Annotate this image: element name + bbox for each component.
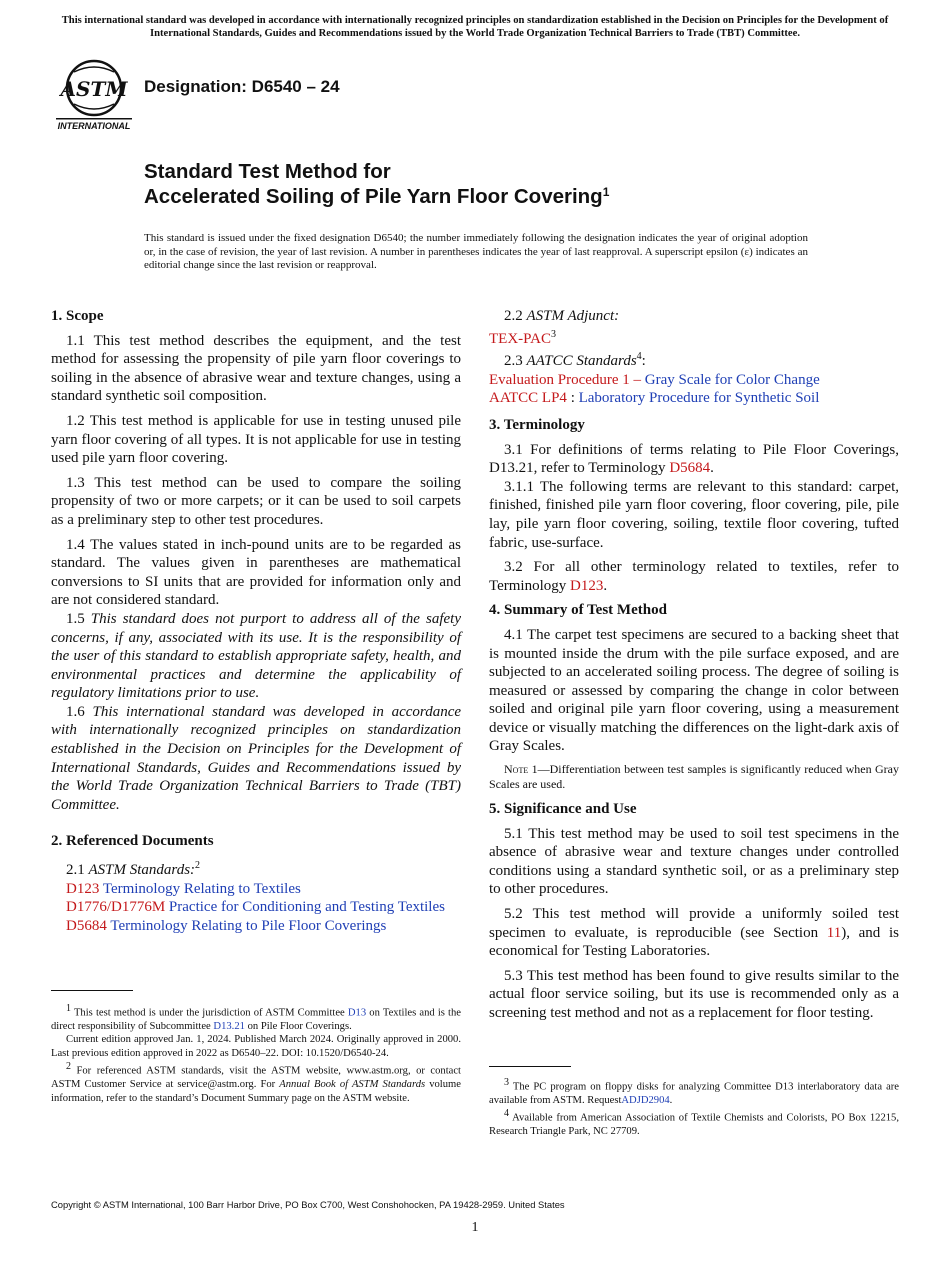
paragraph-2-2: 2.2 ASTM Adjunct:	[504, 308, 620, 324]
section-scope-heading: 1. Scope	[51, 308, 104, 324]
astm-logo	[54, 58, 134, 132]
title-line-2: Accelerated Soiling of Pile Yarn Floor Covering$^1$	[144, 185, 610, 208]
aatcc-title-link[interactable]: Gray Scale for Color Change	[644, 371, 820, 388]
designation: Designation: D6540 – 24	[144, 77, 340, 96]
paragraph-3-1-1: 3.1.1 The following terms are relevant to this standard: carpet, finished, finished pile yarn floor covering, floor covering, pile, pile lay, pile yarn floor covering, soiling, textile floor covering, tufted fabric, use-surface.	[489, 478, 899, 551]
logo-text: ASTM	[60, 77, 128, 101]
footnotes-left	[51, 1002, 461, 1105]
footnote-1-edition: Current edition approved Jan. 1, 2024. Published March 2024. Originally approved in 2000. Last previous edition approved in 2022 as D6540–22. DOI: 10.1520/D6540-24.	[51, 1034, 461, 1059]
top-notice: This international standard was developed in accordance with internationally recognized principles on standardization established in the Decision on Principles for the Development of International Standards, Guides and Recommendations issued by the World Trade Organization Technical Barriers to Trade (TBT) Committee.	[61, 15, 889, 39]
footnotes-right	[489, 1076, 899, 1139]
title-footnote-mark: 1	[602, 185, 610, 199]
aatcc-code-link[interactable]: Evaluation Procedure 1	[489, 371, 630, 388]
footnote-rule-right	[489, 1066, 571, 1067]
right-column	[489, 307, 899, 1029]
note-1: Note 1—Differentiation between test samples is significantly reduced when Gray Scales are used.	[489, 762, 899, 792]
issue-note: This standard is issued under the fixed designation D6540; the number immediately following the designation indicates the year of original adoption or, in the case of revision, the year of last revision. A number in parentheses indicates the year of last reapproval. A superscript epsilon (ε) indicates an editorial change since the last revision or reapproval.	[144, 232, 808, 272]
paragraph-1-3: 1.3 This test method can be used to compare the soiling propensity of two or more carpets; or it can be used to soil carpets as a preliminary step to other test procedures.	[51, 474, 461, 528]
reference-item[interactable]	[51, 898, 461, 917]
adjunct-item[interactable]: TEX-PAC$^3$	[489, 328, 556, 347]
paragraph-1-1: 1.1 This test method describes the equipment, and the test method for assessing the propensity of pile yarn floor coverings to soiling in the absence of abrasive wear and texture changes, using a standard synthetic soil composition.	[51, 332, 461, 405]
reference-item[interactable]	[51, 917, 461, 936]
paragraph-5-3: 5.3 This test method has been found to give results similar to the actual floor service soiling, but its use is recommended only as a screening test method and not as a replacement for floor testing.	[489, 967, 899, 1021]
footnote-1: $^1$ This test method is under the jurisdiction of ASTM Committee D13 on Textiles and is the direct responsibility of Subcommittee D13.21 on Pile Floor Coverings.	[51, 1003, 461, 1032]
reference-title-link[interactable]: Terminology Relating to Pile Floor Coverings	[110, 917, 387, 934]
committee-d13-link[interactable]: D13	[347, 1007, 367, 1019]
title-line-1: Standard Test Method for	[144, 160, 391, 183]
paragraph-3-2: 3.2 For all other terminology related to textiles, refer to Terminology D123.	[489, 559, 899, 594]
paragraph-2-3: 2.3 AATCC Standards$^4$:	[504, 351, 646, 370]
copyright: Copyright © ASTM International, 100 Barr Harbor Drive, PO Box C700, West Conshohocken, PA 19428-2959. United States	[51, 1199, 565, 1210]
aatcc-item[interactable]: Evaluation Procedure 1 – Gray Scale for Color Change	[489, 371, 820, 388]
adjd2904-link[interactable]: ADJD2904	[621, 1094, 670, 1106]
paragraph-5-1: 5.1 This test method may be used to soil test specimens in the absence of abrasive wear and texture changes under controlled conditions using a standard synthetic soil, or as a preliminary step to other procedures.	[489, 825, 899, 898]
page-title	[144, 159, 864, 209]
reference-code-link[interactable]: D1776/D1776M	[66, 899, 166, 916]
aatcc-title-link[interactable]: Laboratory Procedure for Synthetic Soil	[578, 390, 820, 407]
paragraph-3-1: 3.1 For definitions of terms relating to Pile Floor Coverings, D13.21, refer to Terminology D5684.	[489, 441, 899, 477]
paragraph-4-1: 4.1 The carpet test specimens are secured to a backing sheet that is mounted inside the drum with the pile surface exposed, and are subjected to an accelerated soiling process. The degree of soiling is measured or assessed by comparing the change in color between soiled and original pile yarn floor covering, using a measurement device or visually matching the differences on the light-dark axis of Gray Scales.	[489, 626, 899, 755]
paragraph-1-2: 1.2 This test method is applicable for use in testing unused pile yarn floor covering of all types. It is not applicable for use in testing used pile yarn floor covering.	[51, 412, 461, 467]
reference-code-link[interactable]: D5684	[66, 917, 107, 934]
footnote-4: $^4$ Available from American Association of Textile Chemists and Colorists, PO Box 12215, Research Triangle Park, NC 27709.	[489, 1108, 899, 1138]
aatcc-code-link[interactable]: AATCC LP4	[489, 390, 567, 407]
footnote-rule-left	[51, 990, 133, 991]
aatcc-item[interactable]: AATCC LP4 : Laboratory Procedure for Synthetic Soil	[489, 390, 820, 407]
section-terminology-heading: 3. Terminology	[489, 416, 585, 433]
d5684-link[interactable]: D5684	[669, 460, 711, 477]
paragraph-1-5: 1.5 This standard does not purport to address all of the safety concerns, if any, associated with its use. It is the responsibility of the user of this standard to establish appropriate safety, health, and environmental practices and determine the applicability of regulatory limitations prior to use.	[51, 610, 461, 702]
section-referenced-heading: 2. Referenced Documents	[51, 833, 214, 850]
footnote-2: $^2$ For referenced ASTM standards, visit the ASTM website, www.astm.org, or contact ASTM Customer Service at service@astm.org. For Annual Book of ASTM Standards volume information, refer to the standard’s Document Summary page on the ASTM website.	[51, 1061, 461, 1104]
left-column	[51, 307, 461, 935]
paragraph-2-1: 2.1 ASTM Standards:$^2$	[66, 860, 201, 879]
reference-title-link[interactable]: Practice for Conditioning and Testing Textiles	[168, 899, 445, 916]
section-significance-heading: 5. Significance and Use	[489, 801, 637, 818]
logo-subtext: INTERNATIONAL	[57, 121, 131, 131]
paragraph-1-6: 1.6 This international standard was developed in accordance with internationally recognized principles on standardization established in the Decision on Principles for the Development of International Standards, Guides and Recommendations issued by the World Trade Organization Technical Barriers to Trade (TBT) Committee.	[51, 703, 462, 813]
footnote-3: $^3$ The PC program on floppy disks for analyzing Committee D13 interlaboratory data are available from ASTM. RequestADJD2904.	[489, 1077, 899, 1106]
reference-title-link[interactable]: Terminology Relating to Textiles	[102, 880, 301, 897]
subcommittee-d13-21-link[interactable]: D13.21	[213, 1020, 245, 1032]
page-number: 1	[471, 1220, 479, 1235]
paragraph-1-4: 1.4 The values stated in inch-pound units are to be regarded as standard. The values given in parentheses are mathematical conversions to SI units that are provided for information only and are not considered standard.	[51, 536, 461, 609]
section-11-link[interactable]: 11	[826, 924, 842, 941]
reference-item[interactable]	[51, 880, 461, 899]
paragraph-5-2: 5.2 This test method will provide a uniformly soiled test specimen to evaluate, is reproducible (see Section 11), and is economical for Testing Laboratories.	[489, 906, 899, 960]
reference-code-link[interactable]: D123	[66, 880, 100, 897]
section-summary-heading: 4. Summary of Test Method	[489, 602, 667, 619]
d123-link[interactable]: D123	[570, 577, 604, 594]
tex-pac-link[interactable]: TEX-PAC	[489, 330, 551, 347]
